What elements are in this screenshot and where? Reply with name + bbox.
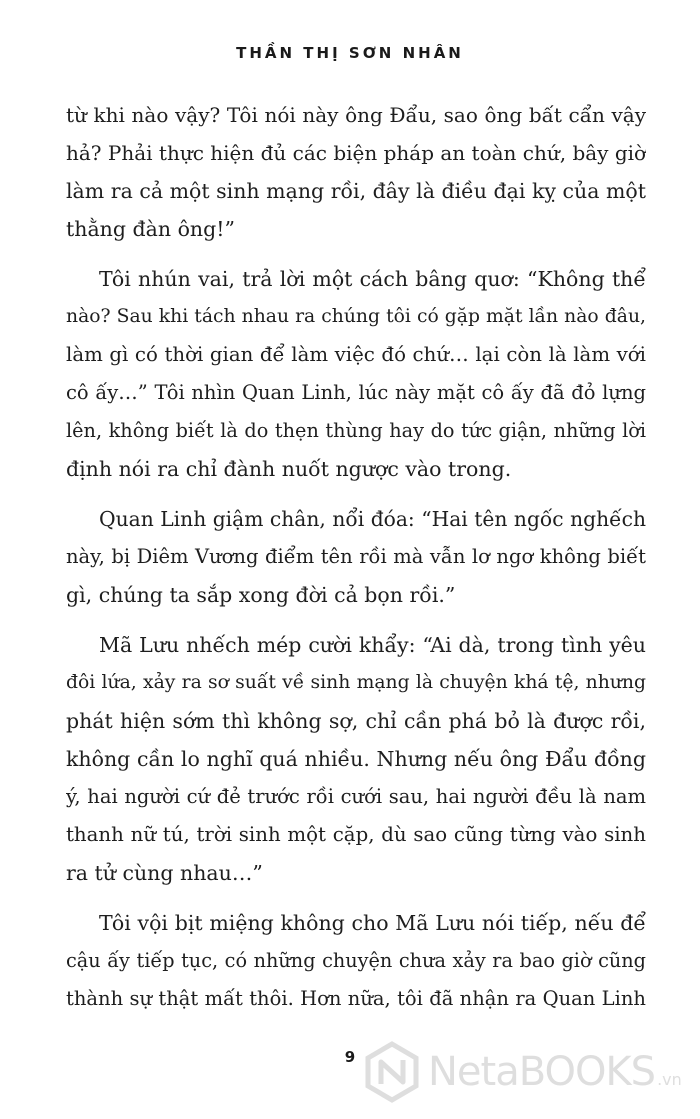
running-header-title: THẦN THỊ SƠN NHÂN bbox=[236, 44, 464, 62]
paragraph bbox=[66, 904, 646, 1018]
text-line: làm ra cả một sinh mạng rồi, đây là điều đại kỵ của một bbox=[66, 179, 646, 203]
text-line: thằng đàn ông!” bbox=[66, 217, 235, 241]
text-line: nào? Sau khi tách nhau ra chúng tôi có gặp mặt lần nào đâu, bbox=[66, 306, 646, 327]
text-line: làm gì có thời gian để làm việc đó chứ… lại còn là làm với bbox=[66, 343, 646, 366]
text-line: ra tử cùng nhau…” bbox=[66, 861, 263, 885]
text-line: phát hiện sớm thì không sợ, chỉ cần phá bỏ là được rồi, bbox=[66, 709, 646, 733]
text-line: thanh nữ tú, trời sinh một cặp, dù sao cũng từng vào sinh bbox=[66, 823, 646, 846]
text-line: hả? Phải thực hiện đủ các biện pháp an toàn chứ, bây giờ bbox=[66, 141, 646, 165]
text-line: Tôi nhún vai, trả lời một cách bâng quơ: “Không thể bbox=[99, 267, 646, 291]
paragraph bbox=[66, 260, 646, 488]
text-line: Quan Linh giậm chân, nổi đóa: “Hai tên ngốc nghếch bbox=[99, 507, 646, 531]
text-line: Tôi vội bịt miệng không cho Mã Lưu nói tiếp, nếu để bbox=[99, 911, 646, 935]
paragraph bbox=[66, 626, 646, 892]
watermark-tld: .vn bbox=[657, 1070, 682, 1089]
body-text bbox=[66, 96, 646, 1030]
text-line: Mã Lưu nhếch mép cười khẩy: “Ai dà, trong tình yêu bbox=[99, 633, 646, 657]
text-line: này, bị Diêm Vương điểm tên rồi mà vẫn lơ ngơ không biết bbox=[66, 545, 646, 568]
netabooks-watermark bbox=[360, 1037, 695, 1107]
text-line: gì, chúng ta sắp xong đời cả bọn rồi.” bbox=[66, 583, 456, 607]
page-number: 9 bbox=[344, 1048, 356, 1066]
text-line: cậu ấy tiếp tục, có những chuyện chưa xảy ra bao giờ cũng bbox=[66, 949, 646, 972]
text-line: đôi lứa, xảy ra sơ suất về sinh mạng là chuyện khá tệ, nhưng bbox=[66, 672, 646, 693]
text-line: từ khi nào vậy? Tôi nói này ông Đẩu, sao ông bất cẩn vậy bbox=[66, 103, 646, 127]
text-line: thành sự thật mất thôi. Hơn nữa, tôi đã nhận ra Quan Linh bbox=[66, 987, 646, 1010]
text-line: định nói ra chỉ đành nuốt ngược vào trong. bbox=[66, 457, 512, 481]
text-line: ý, hai người cứ đẻ trước rồi cưới sau, hai người đều là nam bbox=[66, 785, 646, 808]
text-line: không cần lo nghĩ quá nhiều. Nhưng nếu ông Đẩu đồng bbox=[66, 747, 646, 771]
paragraph bbox=[66, 500, 646, 614]
netabooks-logo-icon bbox=[360, 1040, 424, 1104]
text-line: lên, không biết là do thẹn thùng hay do tức giận, những lời bbox=[66, 419, 646, 442]
text-line: cô ấy…” Tôi nhìn Quan Linh, lúc này mặt cô ấy đã đỏ lựng bbox=[66, 381, 646, 404]
paragraph bbox=[66, 96, 646, 248]
watermark-brand: NetaBOOKS bbox=[428, 1049, 656, 1095]
